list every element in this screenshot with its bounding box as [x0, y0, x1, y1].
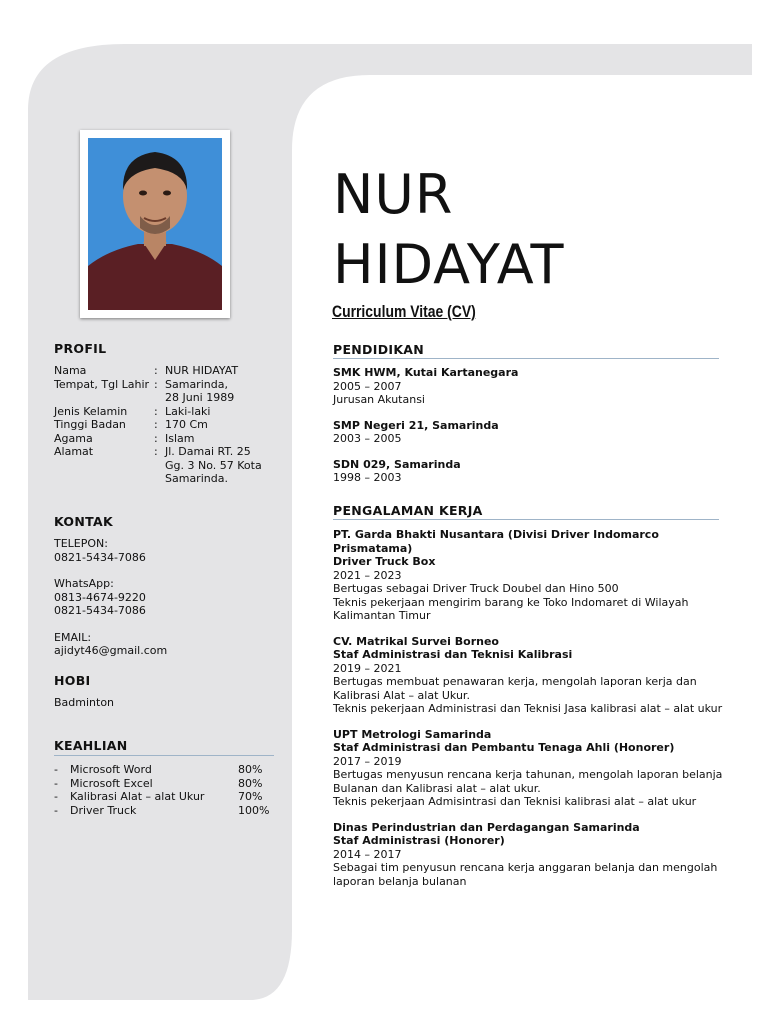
profile-photo-frame [80, 130, 230, 318]
experience-section [333, 528, 723, 900]
school-years: 2003 – 2005 [333, 432, 402, 445]
full-name [333, 160, 564, 300]
profile-value: NUR HIDAYAT [165, 364, 239, 377]
profile-value: 28 Juni 1989 [165, 391, 235, 404]
profile-value: Islam [165, 431, 195, 445]
name-line-1: NUR [333, 163, 454, 226]
skill-item [54, 804, 268, 818]
job-role: Staf Administrasi dan Teknisi Kalibrasi [333, 648, 573, 661]
education-item [333, 366, 723, 407]
skills-heading: KEAHLIAN [54, 738, 128, 753]
skill-percent: 70% [238, 790, 263, 803]
experience-item [333, 635, 723, 716]
job-role: Staf Administrasi dan Pembantu Tenaga Ahli (Honorer) [333, 741, 675, 754]
experience-heading: PENGALAMAN KERJA [333, 503, 483, 518]
experience-item [333, 528, 723, 623]
company-name: UPT Metrologi Samarinda [333, 727, 492, 741]
job-description: Bertugas sebagai Driver Truck Doubel dan Hino 500 [333, 582, 619, 595]
job-description: Teknis pekerjaan mengirim barang ke Toko Indomaret di Wilayah Kalimantan Timur [333, 595, 689, 622]
skill-item [54, 763, 268, 777]
job-years: 2014 – 2017 [333, 847, 402, 861]
profile-row-height: Tinggi Badan : 170 Cm [54, 418, 274, 432]
name-line-2: HIDAYAT [333, 233, 565, 296]
profile-row-gender: Jenis Kelamin : Laki-laki [54, 405, 274, 419]
skill-item [54, 790, 268, 804]
school-name: SDN 029, Samarinda [333, 457, 461, 471]
profile-key: Alamat [54, 445, 94, 458]
job-years: 2017 – 2019 [333, 754, 402, 768]
company-name: PT. Garda Bhakti Nusantara (Divisi Driver Indomarco Prismatama) [333, 528, 659, 555]
hobby-value: Badminton [54, 696, 115, 709]
whatsapp-number-1: 0813-4674-9220 [54, 590, 146, 604]
experience-divider [333, 519, 719, 520]
hobby-heading: HOBI [54, 673, 91, 688]
skills-list [54, 763, 268, 817]
school-major: Jurusan Akutansi [333, 393, 425, 406]
education-divider [333, 358, 719, 359]
whatsapp-label: WhatsApp: [54, 577, 114, 590]
school-name: SMP Negeri 21, Samarinda [333, 418, 499, 432]
skill-percent: 100% [238, 803, 270, 817]
experience-item [333, 821, 723, 889]
profile-value: Samarinda, [165, 377, 228, 391]
job-description: Teknis pekerjaan Admisintrasi dan Teknisi kalibrasi alat – alat ukur [333, 795, 697, 808]
skill-bullet: - [54, 763, 58, 776]
profile-row-birth: Tempat, Tgl Lahir : Samarinda, 28 Juni 1989 [54, 377, 235, 404]
company-name: Dinas Perindustrian dan Perdagangan Samarinda [333, 820, 640, 834]
profile-key: Jenis Kelamin [54, 404, 128, 418]
job-role: Staf Administrasi (Honorer) [333, 834, 505, 847]
contact-heading: KONTAK [54, 514, 113, 529]
experience-item [333, 728, 723, 809]
email-label: EMAIL: [54, 630, 92, 644]
profile-row-address: Alamat : Jl. Damai RT. 25 Gg. 3 No. 57 Kota Samarinda. [54, 445, 262, 485]
profile-key: Agama [54, 431, 93, 445]
skill-name: Driver Truck [70, 803, 137, 817]
job-description: Bertugas menyusun rencana kerja tahunan, mengolah laporan belanja Bulanan dan Kalibrasi alat – alat ukur. [333, 768, 723, 795]
skill-percent: 80% [238, 776, 263, 790]
job-description: Bertugas membuat penawaran kerja, mengolah laporan kerja dan Kalibrasi Alat – alat Ukur. [333, 675, 697, 702]
cv-subtitle: Curriculum Vitae (CV) [332, 302, 476, 321]
person-portrait-icon [88, 138, 222, 310]
profile-heading: PROFIL [54, 341, 107, 356]
school-years: 2005 – 2007 [333, 379, 402, 393]
profile-key: Nama [54, 364, 87, 377]
skill-bullet: - [54, 790, 58, 803]
skill-bullet: - [54, 803, 58, 817]
profile-section [54, 364, 274, 486]
profile-value: Laki-laki [165, 404, 211, 418]
whatsapp-number-2: 0821-5434-7086 [54, 604, 146, 617]
phone-number: 0821-5434-7086 [54, 550, 146, 564]
skills-divider [54, 755, 274, 756]
profile-photo [88, 138, 222, 310]
phone-label: TELEPON: [54, 537, 108, 550]
skill-name: Microsoft Excel [70, 776, 153, 790]
company-name: CV. Matrikal Survei Borneo [333, 634, 499, 648]
profile-value: Gg. 3 No. 57 Kota [165, 458, 262, 472]
job-description: Sebagai tim penyusun rencana kerja anggaran belanja dan mengolah laporan belanja bulanan [333, 861, 718, 888]
profile-row-religion: Agama : Islam [54, 432, 274, 446]
profile-value: Jl. Damai RT. 25 [165, 445, 251, 458]
profile-key: Tinggi Badan [54, 418, 126, 431]
school-years: 1998 – 2003 [333, 471, 402, 484]
skill-name: Kalibrasi Alat – alat Ukur [70, 790, 205, 803]
school-name: SMK HWM, Kutai Kartanegara [333, 366, 519, 379]
education-item [333, 458, 723, 485]
contact-section [54, 537, 274, 658]
profile-value: Samarinda. [165, 472, 228, 485]
education-section [333, 366, 723, 497]
education-heading: PENDIDIKAN [333, 342, 425, 357]
skill-item [54, 777, 268, 791]
email-address: ajidyt46@gmail.com [54, 644, 168, 657]
job-role: Driver Truck Box [333, 555, 436, 568]
profile-row-name: Nama : NUR HIDAYAT [54, 364, 274, 378]
job-description: Teknis pekerjaan Administrasi dan Teknisi Jasa kalibrasi alat – alat ukur [333, 702, 723, 715]
profile-value: 170 Cm [165, 418, 208, 431]
skill-bullet: - [54, 776, 58, 790]
skill-name: Microsoft Word [70, 763, 152, 776]
job-years: 2021 – 2023 [333, 568, 402, 582]
job-years: 2019 – 2021 [333, 661, 402, 675]
skill-percent: 80% [238, 763, 263, 776]
education-item [333, 419, 723, 446]
profile-key: Tempat, Tgl Lahir [54, 377, 150, 391]
